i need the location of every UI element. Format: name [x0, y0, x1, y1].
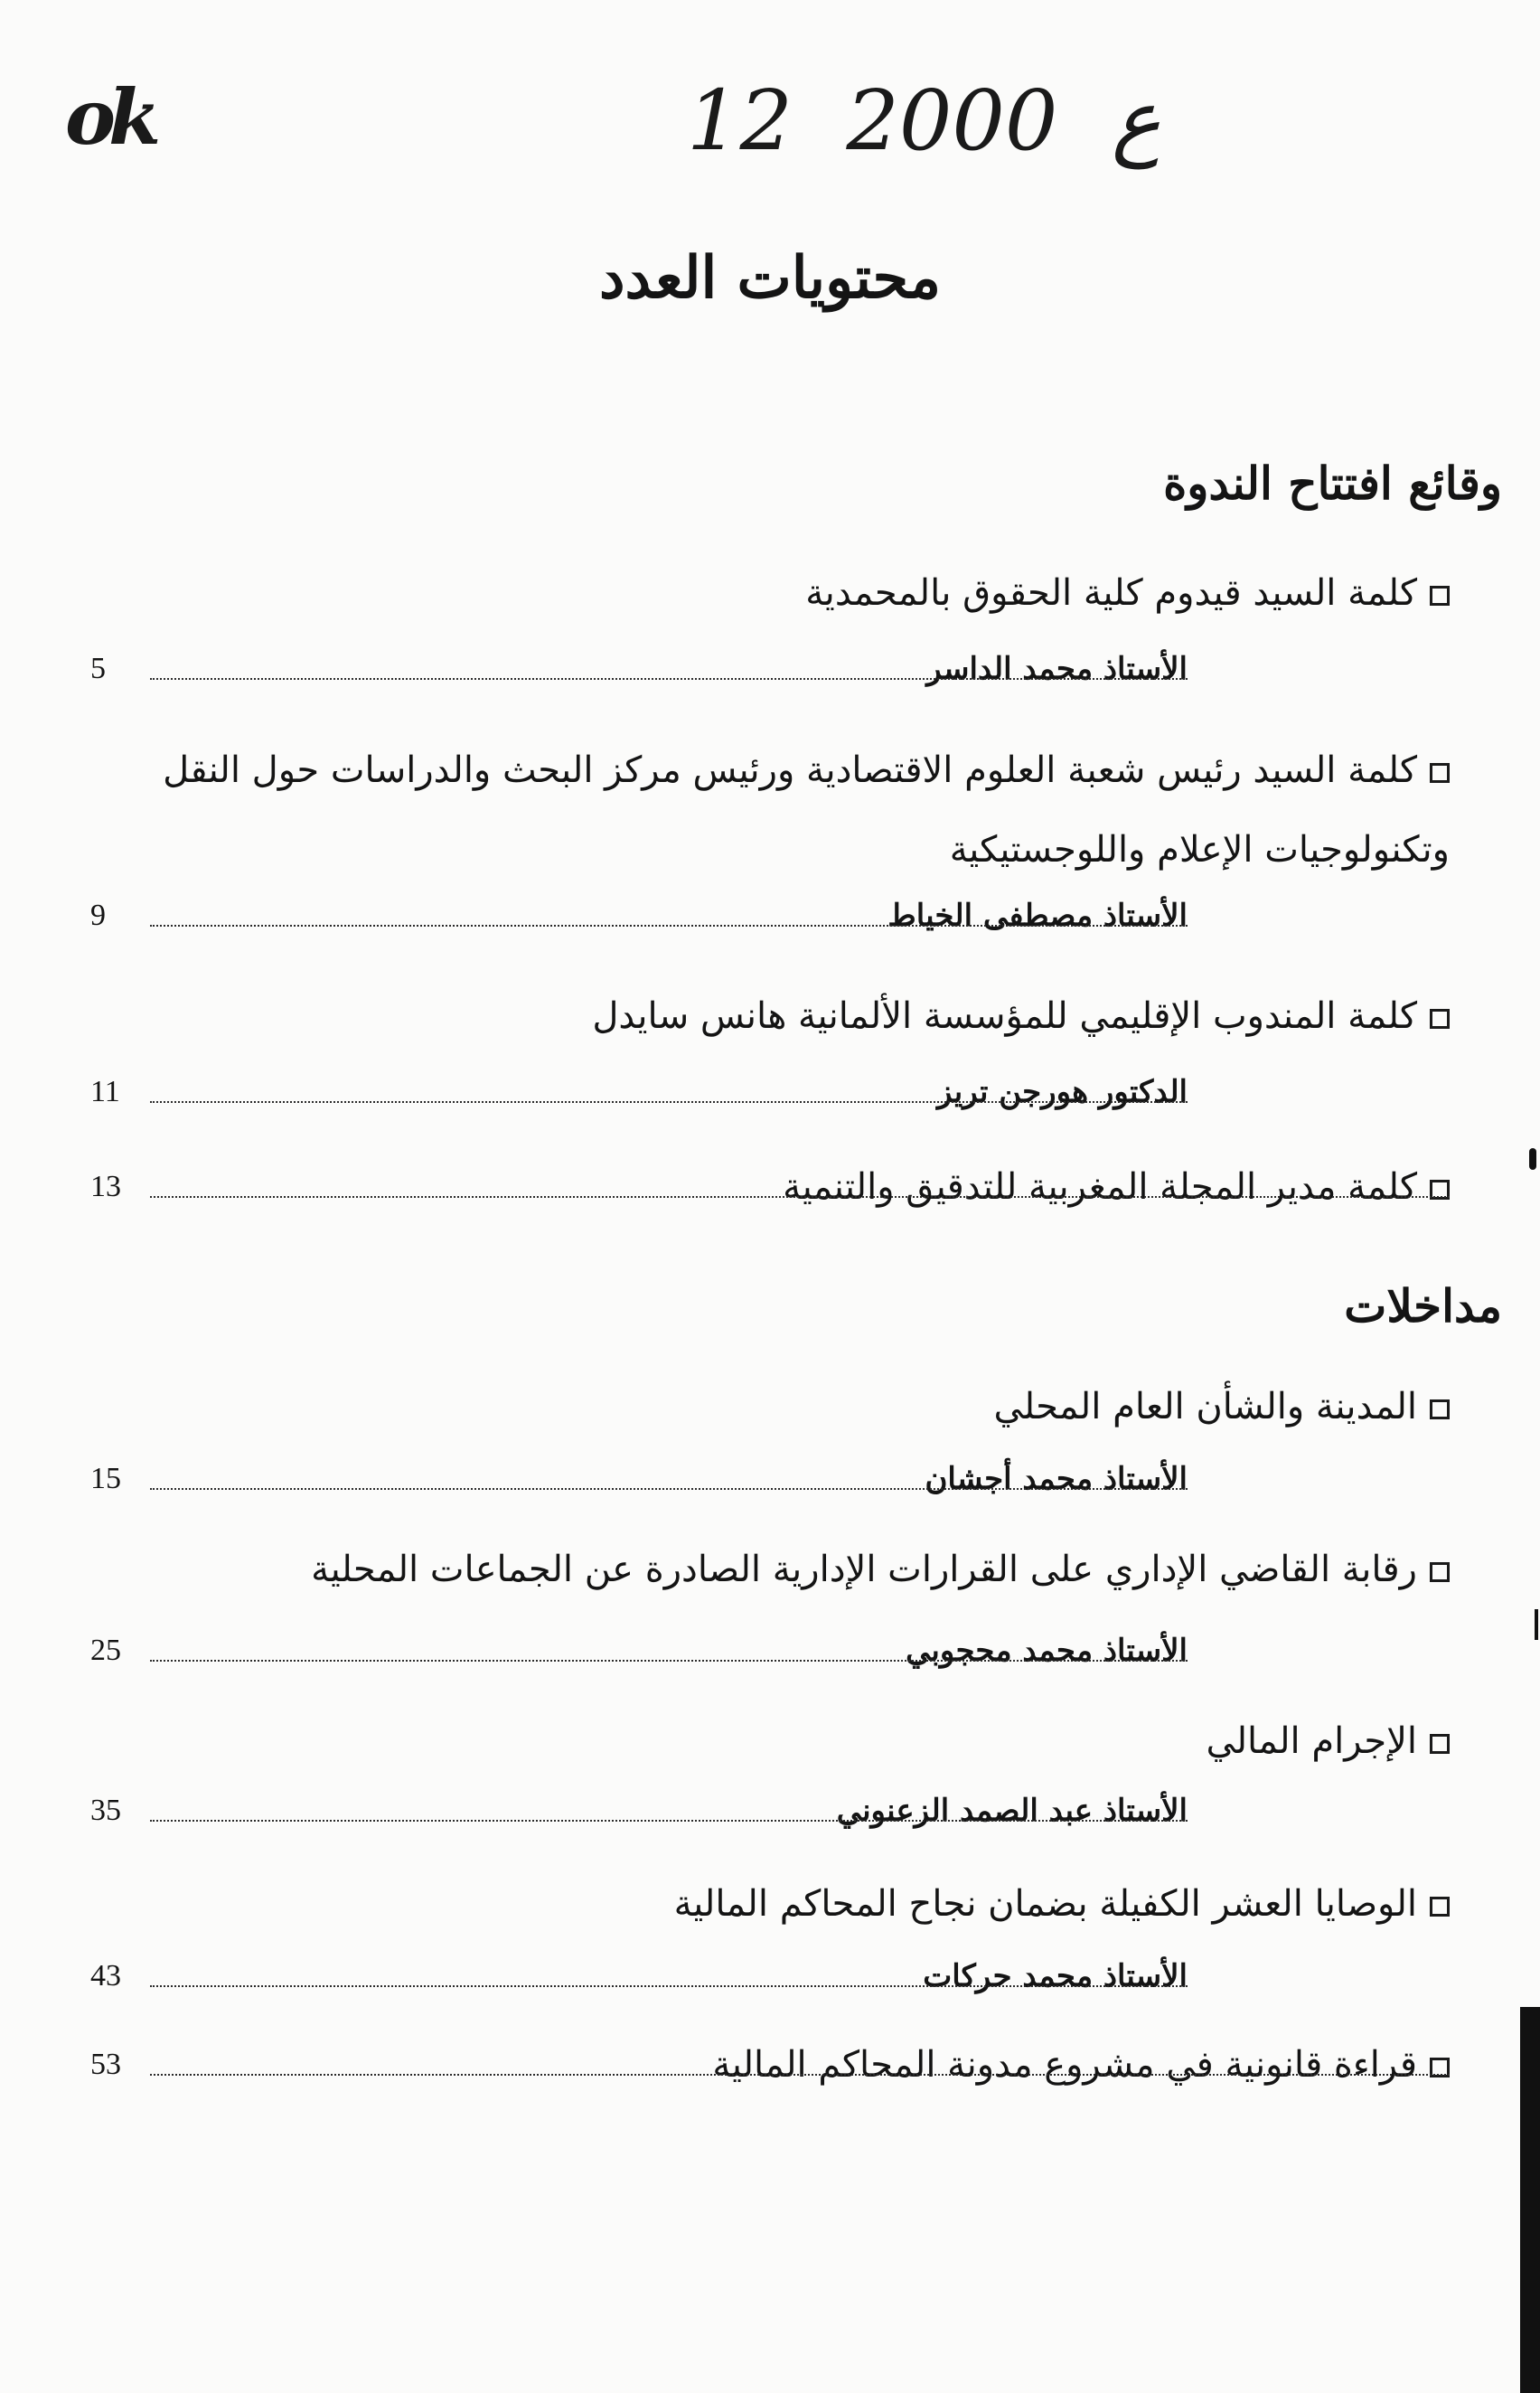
- toc-item-title-text: كلمة السيد رئيس شعبة العلوم الاقتصادية ورئيس مركز البحث والدراسات حول النقل وتكنولوجيات الإعلام واللوجستيكية: [163, 749, 1450, 871]
- toc-item-title-text: كلمة مدير المجلة المغربية للتدقيق والتنمية: [783, 1166, 1417, 1208]
- toc-author: الأستاذ مصطفى الخياط: [878, 890, 1188, 941]
- toc-entry-row: [90, 1067, 1188, 1117]
- toc-author: الأستاذ محمد أجشان: [916, 1454, 1188, 1504]
- toc-author: الأستاذ عبد الصمد الزعنوني: [828, 1785, 1188, 1836]
- dot-leader: [150, 1985, 1188, 1987]
- toc-page-number: 43: [90, 1959, 121, 1993]
- toc-author: الأستاذ محمد حركات: [914, 1951, 1188, 2002]
- dot-leader: [150, 1196, 1450, 1198]
- dot-leader: [150, 2074, 1450, 2076]
- toc-page-number: 9: [90, 899, 106, 932]
- toc-item-title: [994, 1367, 1450, 1446]
- toc-item-title: [311, 1530, 1450, 1609]
- toc-author: الدكتور هورجن تريز: [928, 1067, 1188, 1117]
- scan-speck: [1529, 1148, 1536, 1170]
- toc-page-number: 5: [90, 652, 106, 685]
- toc-entry-row: [90, 1625, 1188, 1676]
- dot-leader: [150, 1820, 1188, 1822]
- scan-edge-shadow: [1520, 2007, 1540, 2393]
- toc-entry-row: [90, 1951, 1188, 2002]
- toc-author: الأستاذ محمد محجوبي: [897, 1625, 1188, 1676]
- dot-leader: [150, 1101, 1188, 1103]
- dot-leader: [150, 1488, 1188, 1490]
- toc-item-title-text: قراءة قانونية في مشروع مدونة المحاكم المالية: [712, 2044, 1417, 2086]
- toc-item-title-text: المدينة والشأن العام المحلي: [993, 1386, 1417, 1427]
- section-heading-opening: وقائع افتتاح الندوة: [1163, 457, 1502, 510]
- toc-entry-row: [90, 890, 1188, 941]
- toc-page-number: 15: [90, 1462, 121, 1495]
- toc-author: الأستاذ محمد الداسر: [917, 644, 1188, 694]
- toc-page-number: 13: [90, 1170, 121, 1203]
- handwritten-mark: ok: [65, 72, 155, 162]
- page-title: محتويات العدد: [598, 244, 942, 312]
- checkbox-square-icon: [1430, 1897, 1450, 1917]
- toc-page-number: 35: [90, 1794, 121, 1827]
- handwritten-date: 12 ع 2000: [687, 72, 1161, 169]
- toc-page-number: 53: [90, 2048, 121, 2081]
- dot-leader: [150, 1660, 1188, 1662]
- toc-item-title-text: كلمة السيد قيدوم كلية الحقوق بالمحمدية: [805, 572, 1417, 614]
- toc-entry-row: [90, 1454, 1188, 1504]
- dot-leader: [150, 678, 1188, 680]
- toc-item-title-text: كلمة المندوب الإقليمي للمؤسسة الألمانية هانس سايدل: [592, 995, 1417, 1037]
- checkbox-square-icon: [1430, 1562, 1450, 1582]
- checkbox-square-icon: [1430, 1734, 1450, 1754]
- toc-item-title-text: الوصايا العشر الكفيلة بضمان نجاح المحاكم المالية: [673, 1883, 1417, 1925]
- toc-item-title: [674, 1864, 1450, 1944]
- toc-item-title: [805, 553, 1450, 633]
- toc-entry-row: [90, 1162, 1450, 1212]
- toc-item-title-text: الإجرام المالي: [1206, 1720, 1417, 1762]
- toc-entry-row: [90, 1785, 1188, 1836]
- checkbox-square-icon: [1430, 1399, 1450, 1419]
- checkbox-square-icon: [1430, 763, 1450, 783]
- toc-item-title-text: رقابة القاضي الإداري على القرارات الإدارية الصادرة عن الجماعات المحلية: [311, 1549, 1417, 1590]
- dot-leader: [150, 925, 1188, 927]
- checkbox-square-icon: [1430, 586, 1450, 606]
- checkbox-square-icon: [1430, 1009, 1450, 1029]
- scan-speck: [1535, 1609, 1538, 1640]
- toc-item-title: [1207, 1701, 1450, 1781]
- toc-page-number: 25: [90, 1634, 121, 1667]
- toc-entry-row: [90, 644, 1188, 694]
- section-heading-interventions: مداخلات: [1344, 1279, 1502, 1333]
- toc-item-title: [774, 1162, 1450, 1212]
- toc-entry-row: [90, 2040, 1450, 2090]
- toc-page-number: 11: [90, 1075, 120, 1108]
- toc-item-title: [703, 2040, 1450, 2090]
- toc-item-title: [58, 730, 1450, 890]
- toc-item-title: [592, 976, 1450, 1056]
